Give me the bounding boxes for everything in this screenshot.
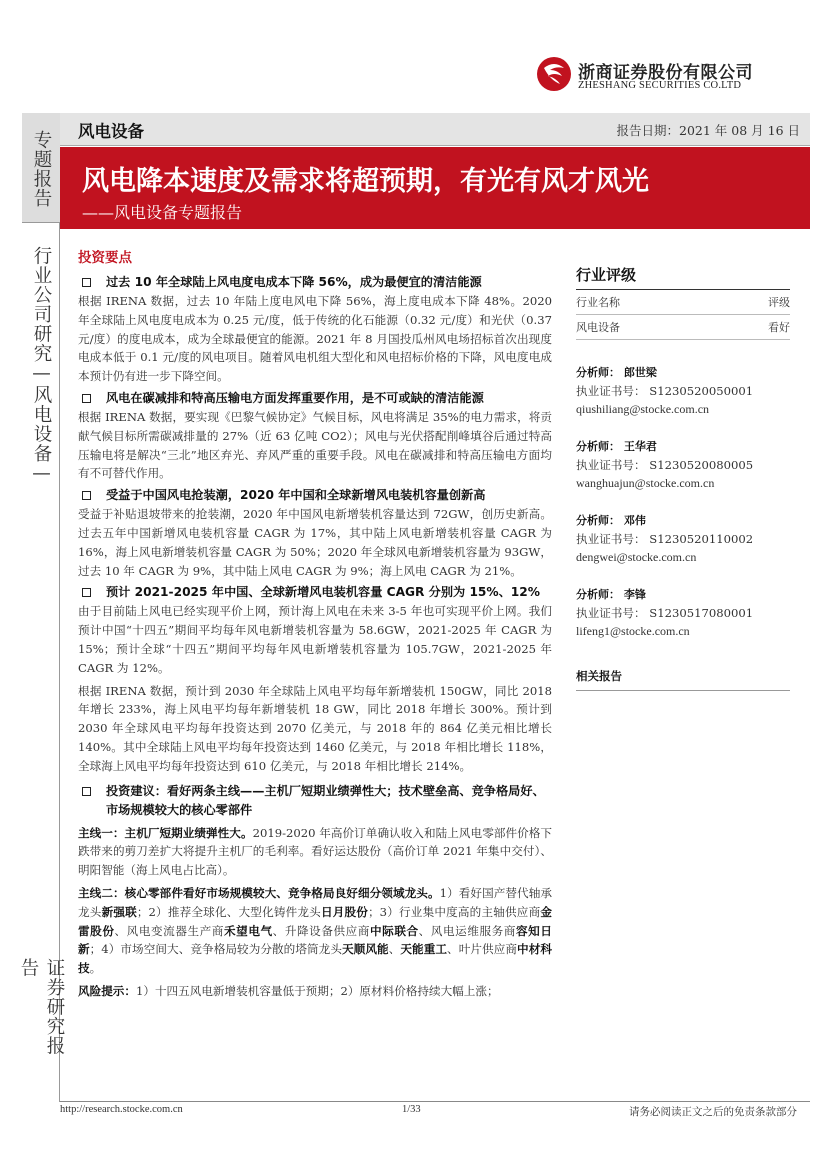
zheshang-logo-icon bbox=[536, 56, 572, 92]
footer-url[interactable]: http://research.stocke.com.cn bbox=[60, 1104, 183, 1115]
mainline-one: 主线一：主机厂短期业绩弹性大。2019-2020 年高价订单确认收入和陆上风电零部件价格下跌带来的剪刀差扩大将提升主机厂的毛利率。看好运达股份（高价订单 2021 年集中交付）、明阳智能（海上风电占比高）。 bbox=[78, 825, 552, 878]
footer-disclaimer: 请务必阅读正文之后的免责条款部分 bbox=[629, 1106, 797, 1118]
right-sidebar bbox=[576, 264, 790, 691]
header-band bbox=[60, 113, 810, 146]
sidebar-middle-label: 行业公司研究—风电设备— bbox=[31, 245, 52, 485]
footer-divider bbox=[60, 1101, 810, 1102]
checkbox-square-icon bbox=[82, 491, 91, 500]
company-logo bbox=[536, 56, 776, 96]
checkbox-square-icon bbox=[82, 588, 91, 597]
analyst-cert: 执业证书号： S1230520080005 bbox=[576, 458, 754, 472]
analyst-email[interactable]: qiushiliang@stocke.com.cn bbox=[576, 402, 710, 416]
analyst-block bbox=[576, 586, 790, 640]
report-date: 报告日期：2021 年 08 月 16 日 bbox=[616, 123, 800, 138]
analyst-name: 分析师： 郎世梁 bbox=[576, 366, 657, 379]
sector-title: 风电设备 bbox=[78, 122, 144, 141]
checkbox-square-icon bbox=[82, 394, 91, 403]
bullet-paragraph-4b: 根据 IRENA 数据，预计到 2030 年全球陆上风电平均每年新增装机 150GW，同比 2018 年增长 233%，海上风电平均每年新增装机 18 GW，同比 2018 年增长 300%。预计到 2030 年全球风电平均每年投资达到 2070 亿美元，与 2018 年的 864 亿美元相比增长 140%。其中全球陆上风电平均每年投资达到 1460 亿美元，与 2018 年相比增长 118%，全球海上风电平均每年投资达到 610 亿美元，与 2018 年相比增长 214%。 bbox=[78, 683, 552, 773]
bullet-heading-3: 受益于中国风电抢装潮，2020 年中国和全球新增风电装机容量创新高 bbox=[78, 486, 552, 505]
bullet-paragraph-3: 受益于补贴退坡带来的抢装潮，2020 年中国风电新增装机容量达到 72GW，创历史新高。过去五年中国新增风电装机容量 CAGR 为 17%，其中陆上风电新增装机容量 CAGR 为 16%，海上风电新增装机容量 CAGR 为 50%；2020 年全球风电新增装机容量为 93GW，过去 10 年 CAGR 为 9%，其中陆上风电 CAGR 为 9%；海上风电 CAGR 为 21%。 bbox=[78, 507, 552, 578]
report-title: 风电降本速度及需求将超预期，有光有风才风光 bbox=[82, 166, 649, 197]
analyst-block bbox=[576, 364, 790, 418]
analyst-block bbox=[576, 512, 790, 566]
sidebar-top-label: 专题报告 bbox=[31, 130, 52, 208]
analyst-block bbox=[576, 438, 790, 492]
bullet-paragraph-1: 根据 IRENA 数据，过去 10 年陆上度电风电下降 56%，海上度电成本下降 48%。2020 年全球陆上风电度电成本为 0.25 元/度，低于传统的化石能源（0.32 元/度）和光伏（0.37 元/度）的度电成本，成为全球最便宜的能源。2021 年 8 月国投瓜州风电场招标首次出现度电成本低于 0.1 元/度的风电项目。随着风电机组大型化和风电招标价格的下降，风电度电成本预计仍有进一步下降空间。 bbox=[78, 294, 552, 384]
rating-title: 行业评级 bbox=[576, 264, 790, 290]
bullet-heading-2: 风电在碳减排和特高压输电方面发挥重要作用，是不可或缺的清洁能源 bbox=[78, 389, 552, 408]
rating-header-row bbox=[576, 290, 790, 315]
bullet-paragraph-4a: 由于目前陆上风电已经实现平价上网，预计海上风电在未来 3-5 年也可实现平价上网。我们预计中国“十四五”期间平均每年风电新增装机容量为 58.6GW，2021-2025 年 CAGR 为 15%；预计全球“十四五”期间平均每年风电新增装机容量为 105.7GW，2021-2025 年 CAGR 为 12%。 bbox=[78, 604, 552, 675]
section-title: 投资要点 bbox=[78, 250, 132, 266]
sidebar-bottom-label: 证券研究报告 bbox=[18, 958, 65, 1056]
risk-warning: 风险提示：1）十四五风电新增装机容量低于预期；2）原材料价格持续大幅上涨； bbox=[78, 983, 499, 998]
analyst-cert: 执业证书号： S1230520110002 bbox=[576, 532, 754, 546]
rating-row-name: 风电设备 bbox=[576, 321, 620, 334]
report-subtitle: ——风电设备专题报告 bbox=[82, 203, 243, 222]
investment-highlights bbox=[78, 246, 552, 1001]
analyst-email[interactable]: lifeng1@stocke.com.cn bbox=[576, 624, 690, 638]
rating-header-rating: 评级 bbox=[768, 296, 790, 309]
company-name-en: ZHESHANG SECURITIES CO.LTD bbox=[578, 80, 742, 91]
bullet-heading-4: 预计 2021-2025 年中国、全球新增风电装机容量 CAGR 分别为 15%、12% bbox=[78, 583, 552, 602]
analyst-name: 分析师： 李锋 bbox=[576, 588, 646, 601]
checkbox-square-icon bbox=[82, 278, 91, 287]
analyst-cert: 执业证书号： S1230517080001 bbox=[576, 606, 754, 620]
related-reports-title: 相关报告 bbox=[576, 668, 790, 691]
title-band bbox=[60, 147, 810, 229]
analyst-name: 分析师： 王华君 bbox=[576, 440, 657, 453]
checkbox-square-icon bbox=[82, 787, 91, 796]
page-number: 1/33 bbox=[402, 1104, 421, 1115]
company-name-cn: 浙商证券股份有限公司 bbox=[578, 63, 753, 83]
sidebar-report-type bbox=[22, 113, 60, 223]
bullet-heading-5: 投资建议：看好两条主线——主机厂短期业绩弹性大；技术壁垒高、竞争格局好、市场规模较大的核心零部件 bbox=[78, 782, 552, 820]
analyst-email[interactable]: wanghuajun@stocke.com.cn bbox=[576, 476, 715, 490]
bullet-paragraph-2: 根据 IRENA 数据，要实现《巴黎气候协定》气候目标，风电将满足 35%的电力需求，将贡献气候目标所需碳减排量的 27%（近 63 亿吨 CO2）；风电与光伏搭配削峰填谷后通过特高压输电将是解决“三北”地区弃光、弃风严重的重要手段。风电在碳减排和特高压输电方面均有不可替代作用。 bbox=[78, 409, 552, 481]
analyst-email[interactable]: dengwei@stocke.com.cn bbox=[576, 550, 697, 564]
rating-row-value: 看好 bbox=[768, 321, 790, 334]
analyst-name: 分析师： 邓伟 bbox=[576, 514, 646, 527]
mainline-two: 主线二：核心零部件看好市场规模较大、竞争格局良好细分领域龙头。1）看好国产替代轴承龙头新强联；2）推荐全球化、大型化铸件龙头日月股份；3）行业集中度高的主轴供应商金雷股份、风电变流器生产商禾望电气、升降设备供应商中际联合、风电运维服务商容知日新；4）市场空间大、竞争格局较为分散的塔筒龙头天顺风能、天能重工、叶片供应商中材科技。 bbox=[78, 885, 552, 976]
bullet-heading-1: 过去 10 年全球陆上风电度电成本下降 56%，成为最便宜的清洁能源 bbox=[78, 273, 552, 292]
rating-row bbox=[576, 315, 790, 340]
analyst-cert: 执业证书号： S1230520050001 bbox=[576, 384, 754, 398]
rating-header-name: 行业名称 bbox=[576, 296, 620, 309]
